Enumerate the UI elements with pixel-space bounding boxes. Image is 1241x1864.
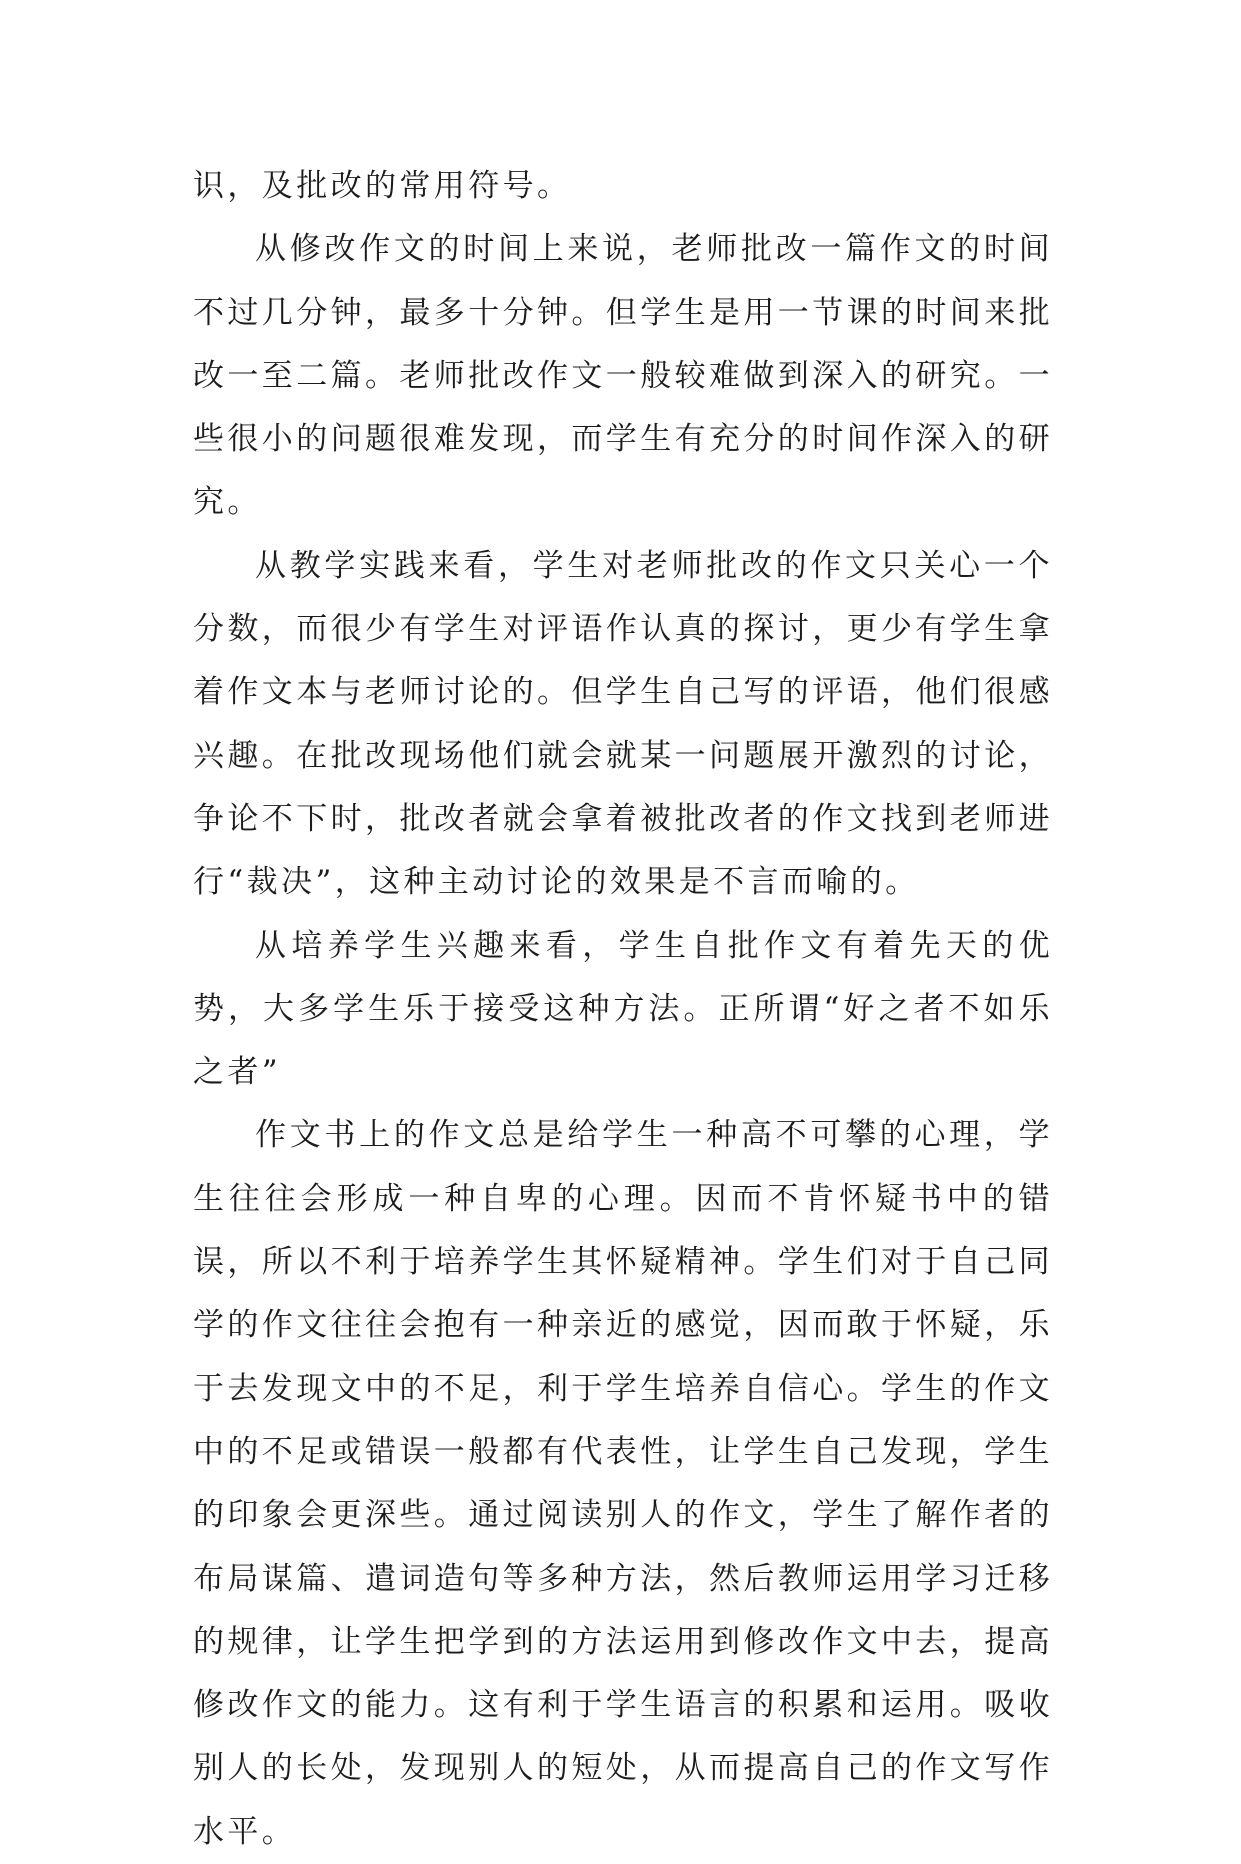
paragraph-student-interest: 从培养学生兴趣来看，学生自批作文有着先天的优势，大多学生乐于接受这种方法。正所谓“好之者不如乐之者”	[193, 927, 1053, 1091]
paragraph-teaching-practice: 从教学实践来看，学生对老师批改的作文只关心一个分数，而很少有学生对评语作认真的探讨，更少有学生拿着作文本与老师讨论的。但学生自己写的评语，他们很感兴趣。在批改现场他们就会就某一问题展开激烈的讨论，争论不下时，批改者就会拿着被批改者的作文找到老师进行“裁决”，这种主动讨论的效果是不言而喻的。	[193, 547, 1053, 901]
paragraph-essay-books: 作文书上的作文总是给学生一种高不可攀的心理，学生往往会形成一种自卑的心理。因而不肯怀疑书中的错误，所以不利于培养学生其怀疑精神。学生们对于自己同学的作文往往会抱有一种亲近的感觉，因而敢于怀疑，乐于去发现文中的不足，利于学生培养自信心。学生的作文中的不足或错误一般都有代表性，让学生自己发现，学生的印象会更深些。通过阅读别人的作文，学生了解作者的布局谋篇、遣词造句等多种方法，然后教师运用学习迁移的规律，让学生把学到的方法运用到修改作文中去，提高修改作文的能力。这有利于学生语言的积累和运用。吸收别人的长处，发现别人的短处，从而提高自己的作文写作水平。	[193, 1117, 1053, 1850]
body-text	[193, 155, 1053, 1864]
paragraph-revision-time: 从修改作文的时间上来说，老师批改一篇作文的时间不过几分钟，最多十分钟。但学生是用一节课的时间来批改一至二篇。老师批改作文一般较难做到深入的研究。一些很小的问题很难发现，而学生有充分的时间作深入的研究。	[193, 231, 1053, 521]
paragraph-continuation: 识，及批改的常用符号。	[193, 168, 572, 204]
